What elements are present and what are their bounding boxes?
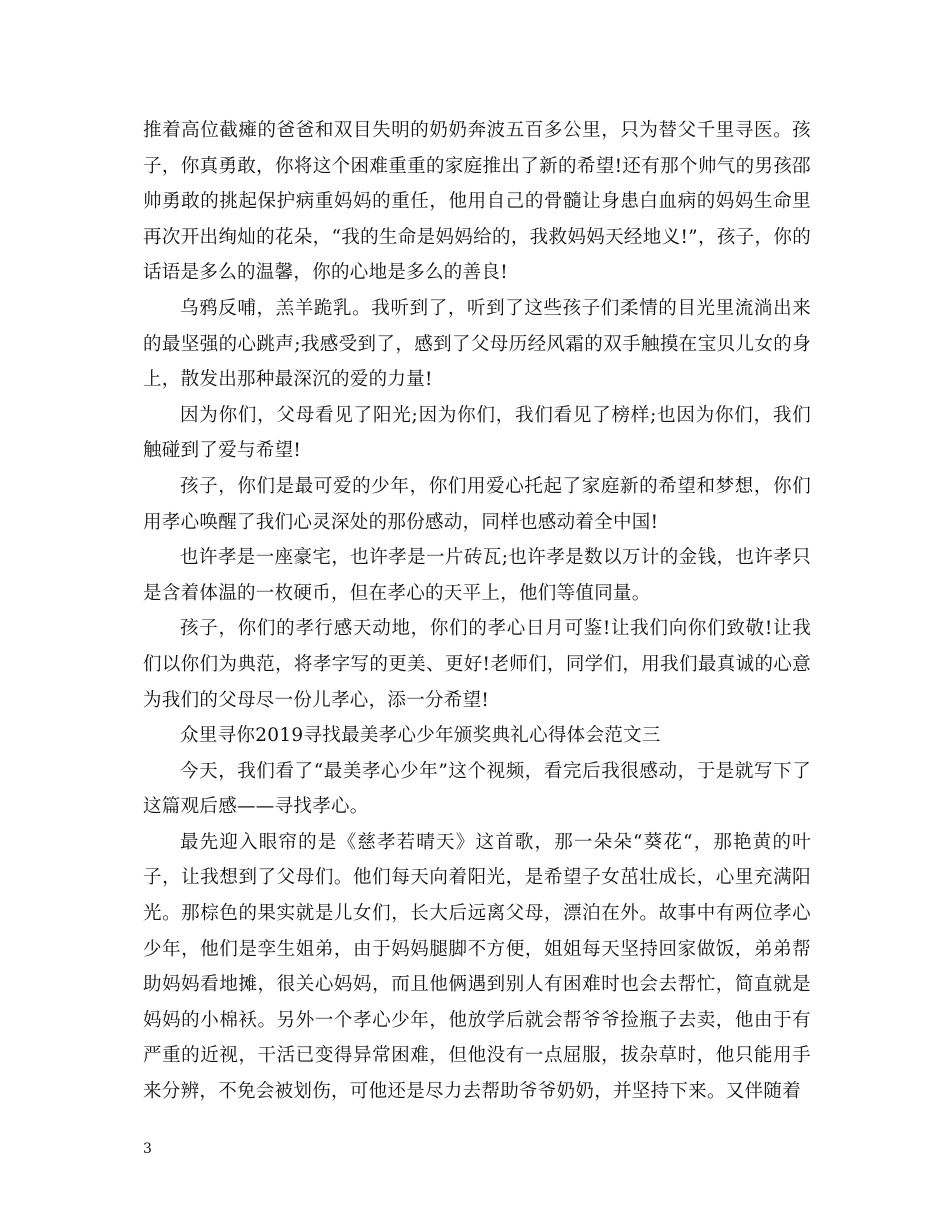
section-heading: 众里寻你2019寻找最美孝心少年颁奖典礼心得体会范文三 xyxy=(180,725,661,747)
document-body xyxy=(143,113,811,1110)
paragraph: 孩子，你们的孝行感天动地，你们的孝心日月可鉴!让我们向你们致敬!让我们以你们为典范，将孝字写的更美、更好!老师们，同学们，用我们最真诚的心意为我们的父母尽一份儿孝心，添一分希望! xyxy=(143,618,811,711)
paragraph: 乌鸦反哺，羔羊跪乳。我听到了，听到了这些孩子们柔情的目光里流淌出来的最坚强的心跳声;我感受到了，感到了父母历经风霜的双手触摸在宝贝儿女的身上，散发出那种最深沉的爱的力量! xyxy=(143,297,811,391)
paragraph-continued: 推着高位截瘫的爸爸和双目失明的奶奶奔波五百多公里，只为替父千里寻医。孩子，你真勇敢，你将这个困难重重的家庭推出了新的希望!还有那个帅气的男孩邵帅勇敢的挑起保护病重妈妈的重任，他用自己的骨髓让身患白血病的妈妈生命里再次开出绚灿的花朵，“我的生命是妈妈给的，我救妈妈天经地义!”，孩子，你的话语是多么的温馨，你的心地是多么的善良! xyxy=(143,120,811,284)
paragraph: 孩子，你们是最可爱的少年，你们用爱心托起了家庭新的希望和梦想，你们用孝心唤醒了我们心灵深处的那份感动，同样也感动着全中国! xyxy=(143,475,811,533)
paragraph: 最先迎入眼帘的是《慈孝若晴天》这首歌，那一朵朵“葵花“，那艳黄的叶子，让我想到了父母们。他们每天向着阳光，是希望子女茁壮成长，心里充满阳光。那棕色的果实就是儿女们，长大后远离父母，漂泊在外。故事中有两位孝心少年，他们是孪生姐弟，由于妈妈腿脚不方便，姐姐每天坚持回家做饭，弟弟帮助妈妈看地摊，很关心妈妈，而且他俩遇到别人有困难时也会去帮忙，简直就是妈妈的小棉袄。另外一个孝心少年，他放学后就会帮爷爷捡瓶子去卖，他由于有严重的近视，干活已变得异常困难，但他没有一点屈服，拔杂草时，他只能用手来分辨，不免会被划伤，可他还是尽力去帮助爷爷奶奶，并坚持下来。又伴随着 xyxy=(143,831,811,1103)
page-number: 3 xyxy=(143,1141,152,1157)
paragraph: 也许孝是一座豪宅，也许孝是一片砖瓦;也许孝是数以万计的金钱，也许孝只是含着体温的一枚硬币，但在孝心的天平上，他们等值同量。 xyxy=(143,547,811,604)
paragraph: 今天，我们看了“最美孝心少年”这个视频，看完后我很感动，于是就写下了这篇观后感——寻找孝心。 xyxy=(143,760,811,818)
paragraph: 因为你们，父母看见了阳光;因为你们，我们看见了榜样;也因为你们，我们触碰到了爱与希望! xyxy=(143,404,811,462)
